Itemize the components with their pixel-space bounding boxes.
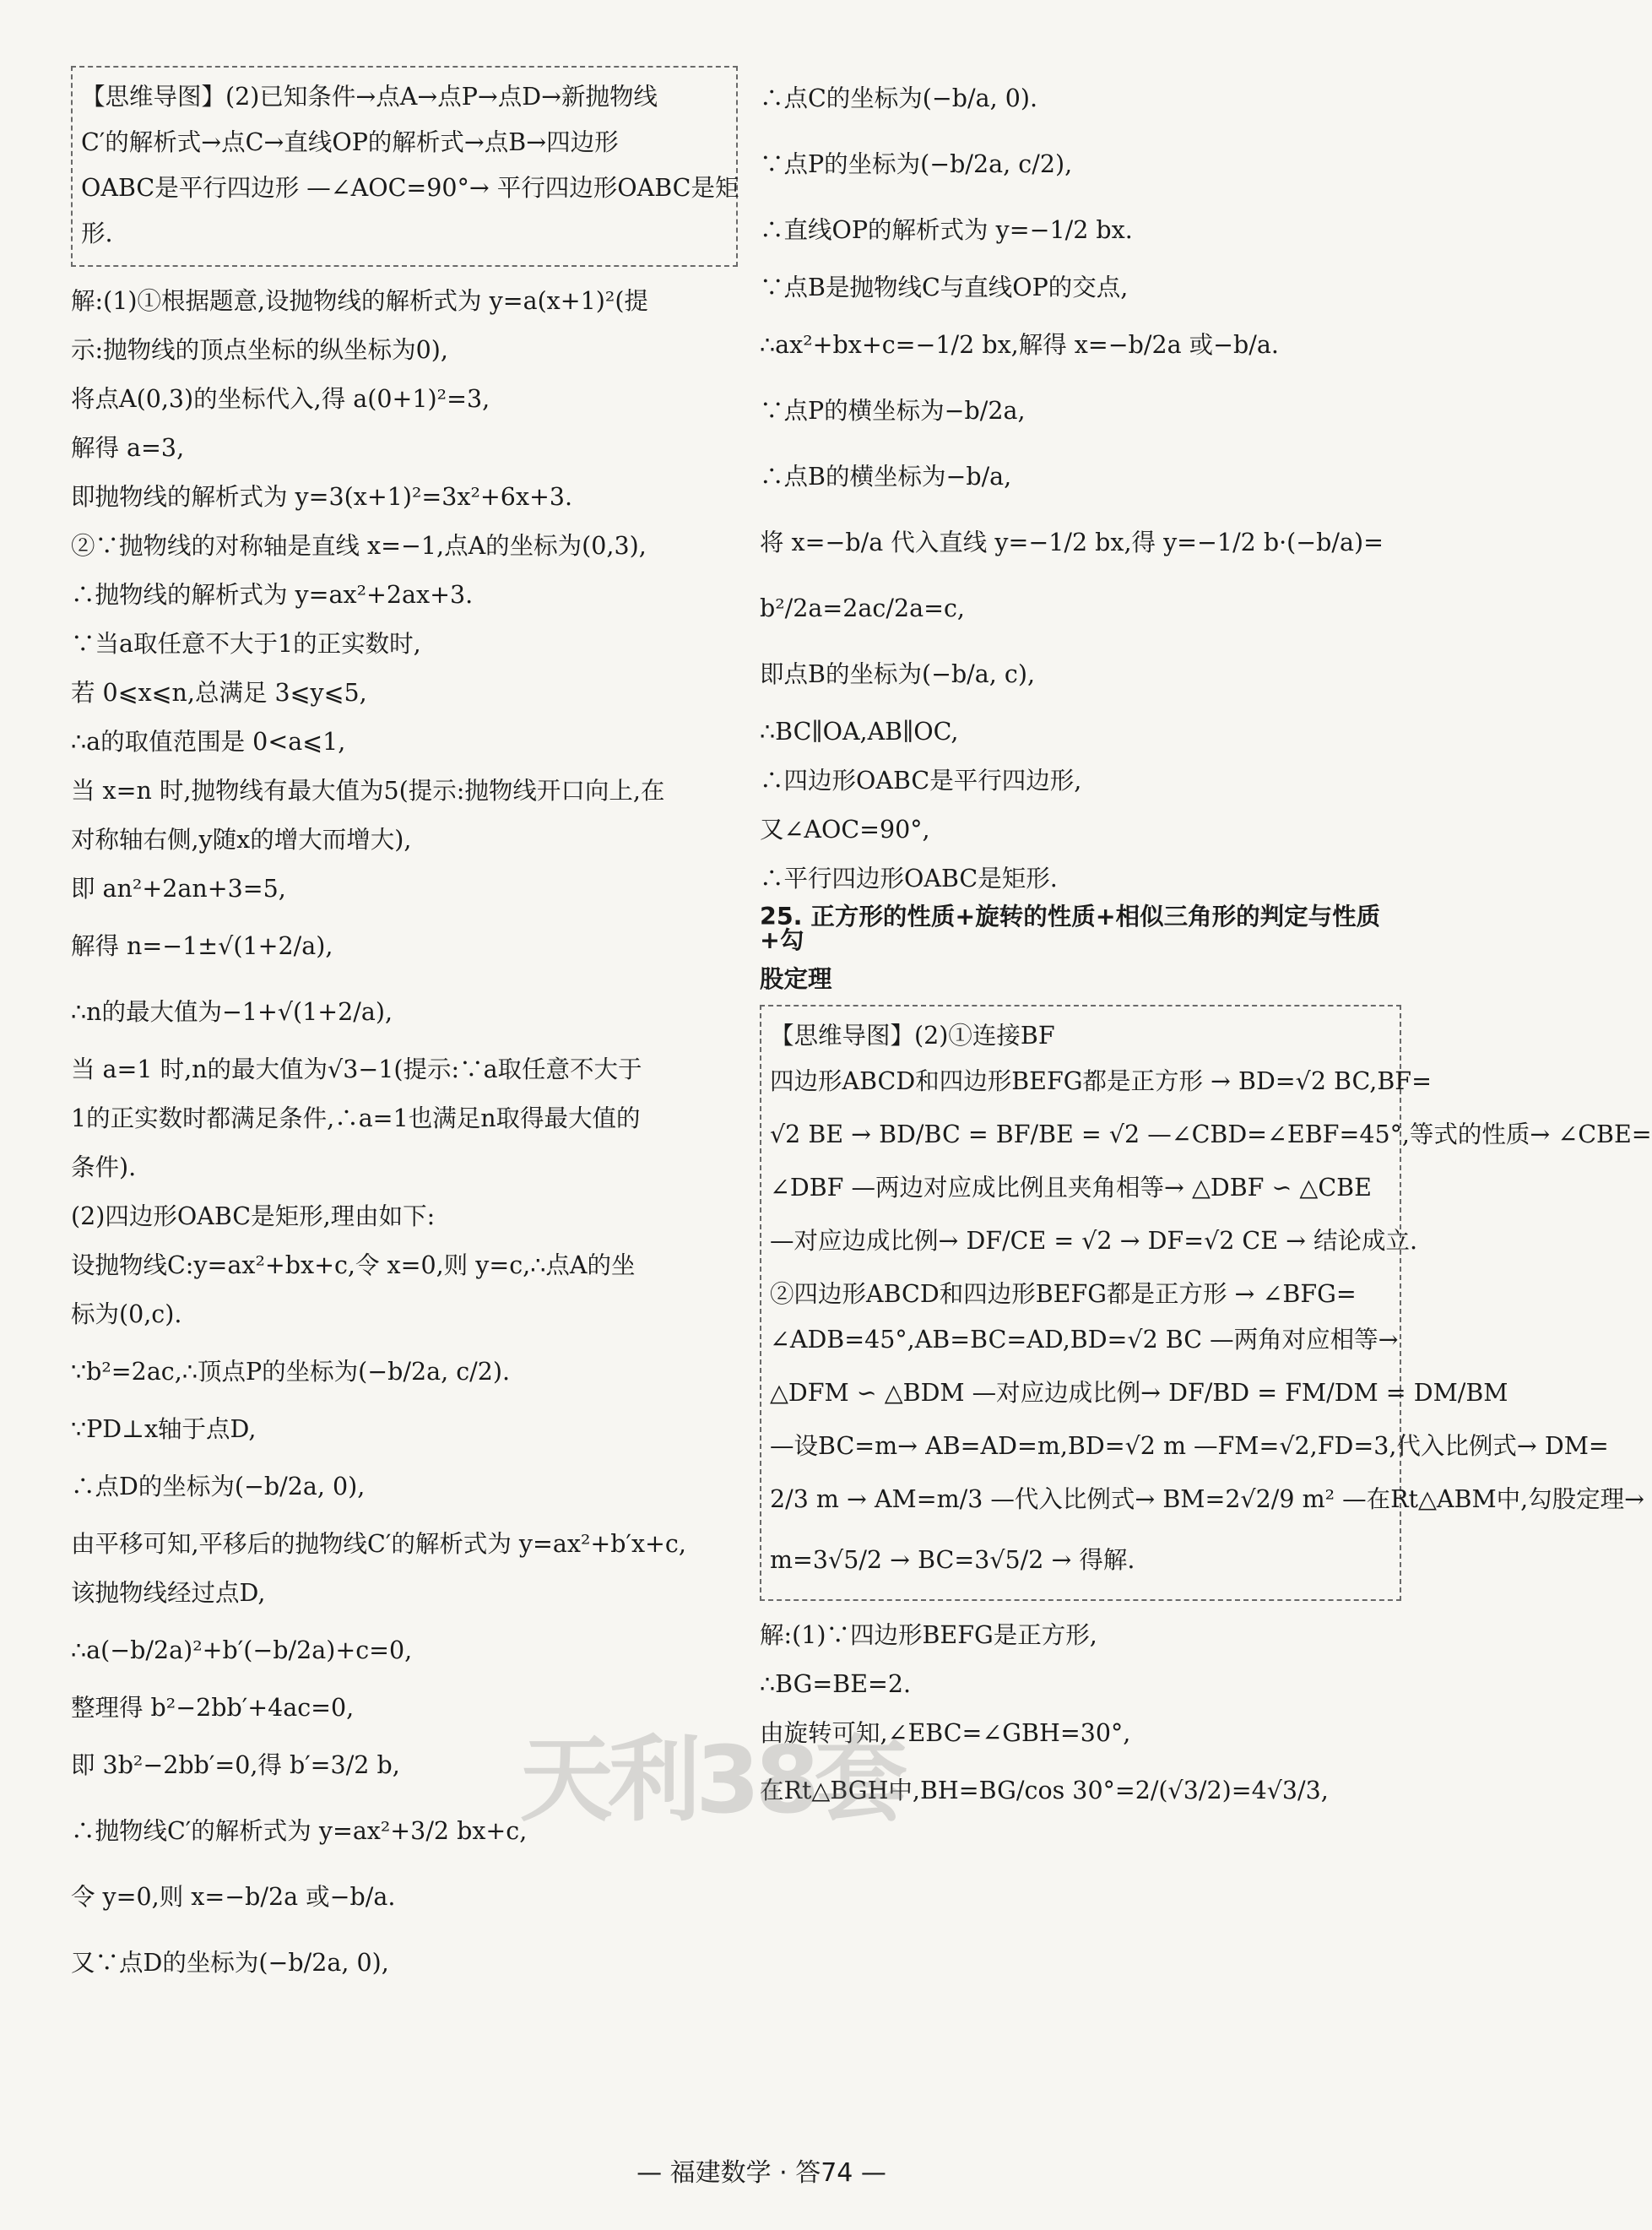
solution-line: 当 a=1 时,n的最大值为√3−1(提示:∵a取任意不大于 [71,1055,642,1083]
mind-map-line: —设BC=m→ AB=AD=m,BD=√2 m —FM=√2,FD=3,代入比例式→ DM= [770,1431,1609,1460]
solution-right-top [760,66,1401,903]
mind-map-line: OABC是平行四边形 —∠AOC=90°→ 平行四边形OABC是矩 [81,173,739,202]
page-footer: — 福建数学 · 答74 — [636,2158,886,2188]
solution-right-bottom [760,1611,1401,1824]
mind-map-line: —对应边成比例→ DF/CE = √2 → DF=√2 CE → 结论成立. [770,1226,1418,1255]
solution-line: 对称轴右侧,y随x的增大而增大), [71,825,412,854]
solution-line: 解:(1)∵四边形BEFG是正方形, [760,1620,1097,1649]
solution-left [71,277,738,1996]
solution-line: 整理得 b²−2bb′+4ac=0, [71,1693,355,1722]
solution-line: 将点A(0,3)的坐标代入,得 a(0+1)²=3, [71,384,490,413]
solution-line: ∴n的最大值为−1+√(1+2/a), [71,997,393,1026]
solution-line: 设抛物线C:y=ax²+bx+c,令 x=0,则 y=c,∴点A的坐 [71,1251,636,1279]
mind-map-line: C′的解析式→点C→直线OP的解析式→点B→四边形 [81,128,619,156]
solution-line: 标为(0,c). [71,1299,182,1328]
solution-line: 解:(1)①根据题意,设抛物线的解析式为 y=a(x+1)²(提 [71,286,648,315]
mind-map-line: √2 BE → BD/BC = BF/BE = √2 —∠CBD=∠EBF=45°,等式的性质→ ∠CBE= [770,1120,1652,1148]
solution-line: ∵b²=2ac,∴顶点P的坐标为(−b/2a, c/2). [71,1357,511,1386]
problem-25-title-cont: 股定理 [760,964,832,993]
solution-line: 条件). [71,1153,137,1181]
mind-map-line: △DFM ∽ △BDM —对应边成比例→ DF/BD = FM/DM = DM/BM [770,1378,1508,1407]
solution-line: 将 x=−b/a 代入直线 y=−1/2 bx,得 y=−1/2 b·(−b/a)= [760,528,1384,556]
mind-map-line: 【思维导图】(2)①连接BF [770,1021,1055,1050]
solution-line: ②∵抛物线的对称轴是直线 x=−1,点A的坐标为(0,3), [71,531,647,560]
solution-line: ∴平行四边形OABC是矩形. [760,864,1058,893]
mind-map-box-left [71,66,738,267]
mind-map-line: 【思维导图】(2)已知条件→点A→点P→点D→新抛物线 [81,82,658,111]
solution-line: b²/2a=2ac/2a=c, [760,594,965,622]
solution-line: ∵点P的横坐标为−b/2a, [760,396,1026,425]
mind-map-line: 形. [81,219,113,247]
left-column [71,66,738,1996]
solution-line: 解得 a=3, [71,433,185,462]
solution-line: 令 y=0,则 x=−b/2a 或−b/a. [71,1882,396,1911]
solution-line: ∴抛物线的解析式为 y=ax²+2ax+3. [71,580,474,609]
solution-line: 示:抛物线的顶点坐标的纵坐标为0), [71,335,448,364]
mind-map-line: 2/3 m → AM=m/3 —代入比例式→ BM=2√2/9 m² —在Rt△ABM中,勾股定理→ [770,1484,1645,1513]
solution-line: ∵点B是抛物线C与直线OP的交点, [760,273,1129,301]
solution-line: ∴点D的坐标为(−b/2a, 0), [71,1472,366,1500]
solution-line: ∴点B的横坐标为−b/a, [760,462,1012,491]
mind-map-line: 四边形ABCD和四边形BEFG都是正方形 → BD=√2 BC,BF= [770,1066,1432,1095]
solution-line: 即 an²+2an+3=5, [71,874,286,903]
solution-line: 当 x=n 时,抛物线有最大值为5(提示:抛物线开口向上,在 [71,776,665,805]
solution-line: ∴BC∥OA,AB∥OC, [760,717,959,746]
solution-line: 即 3b²−2bb′=0,得 b′=3/2 b, [71,1750,400,1779]
solution-line: ∴点C的坐标为(−b/a, 0). [760,84,1038,112]
solution-line: ∴a(−b/2a)²+b′(−b/2a)+c=0, [71,1636,413,1664]
solution-line: 该抛物线经过点D, [71,1578,266,1607]
mind-map-line: ∠DBF —两边对应成比例且夹角相等→ △DBF ∽ △CBE [770,1173,1372,1202]
solution-line: (2)四边形OABC是矩形,理由如下: [71,1202,436,1230]
solution-line: ∵PD⊥x轴于点D, [71,1414,257,1443]
solution-line: 若 0⩽x⩽n,总满足 3⩽y⩽5, [71,678,367,707]
right-column [760,66,1652,1824]
solution-line: 由旋转可知,∠EBC=∠GBH=30°, [760,1718,1131,1747]
solution-line: 即点B的坐标为(−b/a, c), [760,659,1036,688]
mind-map-line: ∠ADB=45°,AB=BC=AD,BD=√2 BC —两角对应相等→ [770,1325,1399,1354]
mind-map-box-right [760,1005,1652,1601]
solution-line: ∴ax²+bx+c=−1/2 bx,解得 x=−b/2a 或−b/a. [760,330,1279,359]
solution-line: ∴直线OP的解析式为 y=−1/2 bx. [760,215,1133,244]
solution-line: ∵当a取任意不大于1的正实数时, [71,629,421,658]
mind-map-line: ②四边形ABCD和四边形BEFG都是正方形 → ∠BFG= [770,1279,1357,1308]
mind-map-line: m=3√5/2 → BC=3√5/2 → 得解. [770,1545,1135,1574]
solution-line: 由平移可知,平移后的抛物线C′的解析式为 y=ax²+b′x+c, [71,1529,686,1558]
solution-line: ∴抛物线C′的解析式为 y=ax²+3/2 bx+c, [71,1816,528,1845]
solution-line: ∴a的取值范围是 0<a⩽1, [71,727,346,756]
solution-line: ∴BG=BE=2. [760,1669,912,1698]
solution-line: 即抛物线的解析式为 y=3(x+1)²=3x²+6x+3. [71,482,573,511]
watermark-logo: 天利38套 [520,1726,903,1834]
solution-line: 又∠AOC=90°, [760,815,930,844]
solution-line: ∴四边形OABC是平行四边形, [760,766,1082,795]
solution-line: 1的正实数时都满足条件,∴a=1也满足n取得最大值的 [71,1104,641,1132]
solution-line: ∵点P的坐标为(−b/2a, c/2), [760,149,1073,178]
solution-line: 在Rt△BGH中,BH=BG/cos 30°=2/(√3/2)=4√3/3, [760,1776,1329,1804]
solution-line: 又∵点D的坐标为(−b/2a, 0), [71,1948,389,1977]
problem-25-title: 25. 正方形的性质+旋转的性质+相似三角形的判定与性质+勾 [760,902,1381,954]
solution-line: 解得 n=−1±√(1+2/a), [71,931,333,960]
